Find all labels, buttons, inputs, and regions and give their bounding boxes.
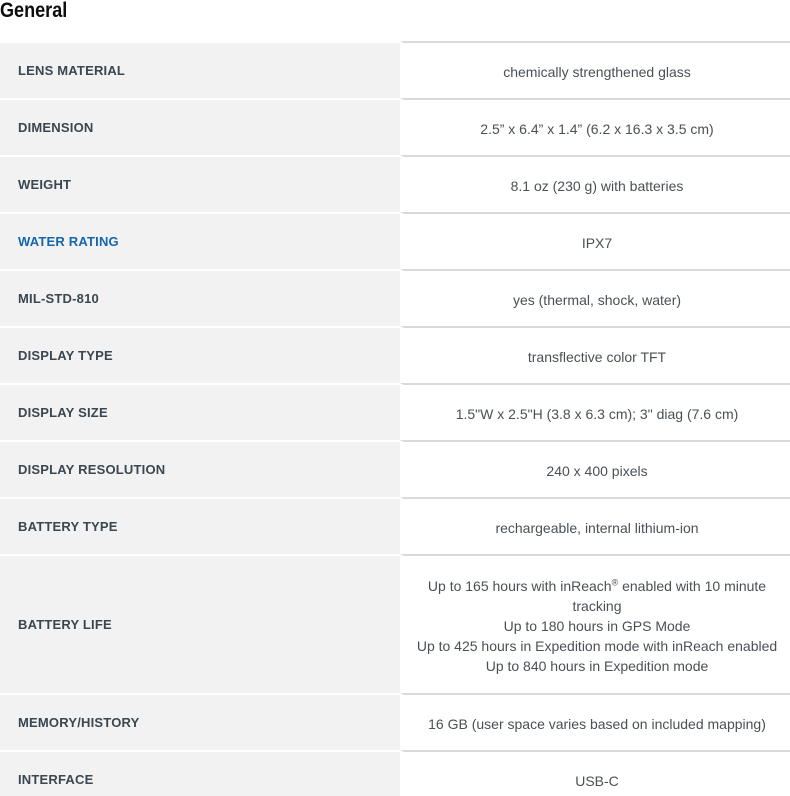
spec-row-lens-material	[0, 41, 790, 98]
spec-value: chemically strengthened glass	[503, 63, 691, 80]
spec-value-cell	[400, 497, 790, 554]
spec-label-cell	[0, 440, 400, 497]
spec-value: IPX7	[581, 234, 613, 251]
spec-value: 16 GB (user space varies based on included mapping)	[428, 715, 766, 732]
spec-value: rechargeable, internal lithium-ion	[495, 519, 699, 536]
spec-row-mil-std-810	[0, 269, 790, 326]
spec-value-cell	[400, 693, 790, 750]
spec-label-cell	[0, 212, 400, 269]
spec-label: DISPLAY RESOLUTION	[18, 462, 166, 477]
spec-label: DISPLAY TYPE	[18, 348, 113, 363]
spec-value: USB-C	[575, 772, 619, 789]
spec-label: LENS MATERIAL	[18, 63, 126, 78]
spec-value-cell	[400, 155, 790, 212]
spec-label-cell	[0, 693, 400, 750]
spec-label: INTERFACE	[18, 772, 94, 787]
spec-table	[0, 41, 790, 796]
spec-value-cell	[400, 41, 790, 98]
spec-value-cell	[400, 750, 790, 796]
spec-label-cell	[0, 750, 400, 796]
spec-label: MIL-STD-810	[18, 291, 99, 306]
spec-value-cell	[400, 98, 790, 155]
spec-value-cell	[400, 212, 790, 269]
spec-row-water-rating	[0, 212, 790, 269]
battery-life-line: Up to 840 hours in Expedition mode	[485, 657, 709, 674]
spec-label-cell	[0, 497, 400, 554]
spec-row-battery-type	[0, 497, 790, 554]
spec-row-weight	[0, 155, 790, 212]
spec-value: 1.5"W x 2.5"H (3.8 x 6.3 cm); 3" diag (7.6 cm)	[455, 405, 739, 422]
spec-row-display-resolution	[0, 440, 790, 497]
spec-row-memory-history	[0, 693, 790, 750]
spec-row-battery-life	[0, 554, 790, 693]
spec-label-cell	[0, 41, 400, 98]
spec-value-cell	[400, 383, 790, 440]
spec-label: BATTERY LIFE	[18, 617, 112, 632]
spec-value: 8.1 oz (230 g) with batteries	[510, 177, 684, 194]
spec-label: DISPLAY SIZE	[18, 405, 108, 420]
spec-value-cell	[400, 269, 790, 326]
spec-label: DIMENSION	[18, 120, 94, 135]
battery-life-line: Up to 180 hours in GPS Mode	[503, 617, 691, 634]
spec-label-cell	[0, 269, 400, 326]
spec-value: yes (thermal, shock, water)	[512, 291, 682, 308]
spec-value: 2.5” x 6.4” x 1.4” (6.2 x 16.3 x 3.5 cm)	[480, 120, 714, 137]
spec-label: BATTERY TYPE	[18, 519, 118, 534]
spec-label: WEIGHT	[18, 177, 72, 192]
spec-value-cell	[400, 326, 790, 383]
water-rating-link[interactable]: WATER RATING	[18, 234, 119, 249]
page-title: General	[0, 0, 68, 22]
spec-value: 240 x 400 pixels	[546, 462, 648, 479]
spec-row-display-size	[0, 383, 790, 440]
battery-life-line: Up to 165 hours with inReach® enabled with 10 minute tracking	[427, 576, 767, 614]
spec-label-cell	[0, 554, 400, 693]
spec-label-cell	[0, 383, 400, 440]
spec-value: transflective color TFT	[527, 348, 667, 365]
spec-value-cell	[400, 440, 790, 497]
spec-label-cell	[0, 155, 400, 212]
battery-life-line: Up to 425 hours in Expedition mode with inReach enabled	[416, 637, 778, 654]
spec-label-cell	[0, 98, 400, 155]
spec-row-dimension	[0, 98, 790, 155]
spec-row-interface	[0, 750, 790, 796]
spec-label: MEMORY/HISTORY	[18, 715, 140, 730]
spec-row-display-type	[0, 326, 790, 383]
spec-label-cell	[0, 326, 400, 383]
spec-value-cell	[400, 554, 790, 693]
